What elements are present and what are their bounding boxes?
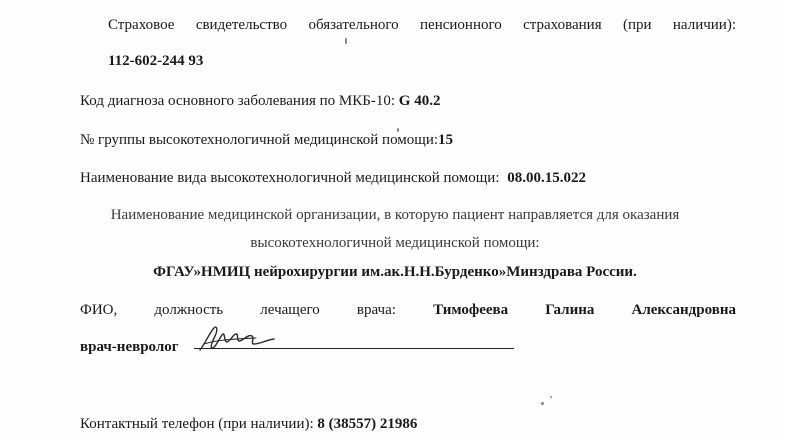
diagnosis-row [80, 92, 440, 110]
contact-row [80, 415, 417, 433]
doctor-name-word: Галина [545, 302, 595, 318]
htmc-type-label: Наименование вида высокотехнологичной медицинской помощи: [80, 170, 504, 186]
snils-label-word: Страховое [108, 17, 175, 33]
snils-label-word: обязательного [308, 17, 399, 33]
contact-label: Контактный телефон (при наличии): [80, 416, 318, 432]
diagnosis-code: G 40.2 [398, 93, 441, 109]
doctor-label-word: ФИО, [80, 302, 118, 318]
snils-label [108, 16, 736, 34]
snils-label-word: (при [622, 17, 652, 33]
snils-label-word: страхования [523, 17, 602, 33]
diagnosis-label: Код диагноза основного заболевания по МКБ-10: [80, 93, 399, 109]
doctor-name-word: Александровна [631, 302, 736, 318]
htmc-type-value: 08.00.15.022 [507, 170, 586, 186]
doctor-name-word: Тимофеева [433, 302, 509, 318]
organization-value: ФГАУ»НМИЦ нейрохирургии им.ак.Н.Н.Бурденко»Минздрава России. [153, 264, 637, 280]
organization-label-line2: высокотехнологичной медицинской помощи: [250, 235, 540, 251]
snils-label-word: пенсионного [420, 17, 502, 33]
scan-speck [397, 128, 399, 132]
htmc-group-value: 15 [438, 132, 454, 148]
doctor-label-word: лечащего [260, 302, 320, 318]
organization-label-line1: Наименование медицинской организации, в которую пациент направляется для оказания [110, 207, 680, 223]
snils-value: 112-602-244 93 [108, 53, 204, 69]
doctor-label-word: врача: [356, 302, 396, 318]
doctor-label-word: должность [154, 302, 224, 318]
scan-speck [541, 402, 544, 405]
signature-icon [196, 322, 276, 356]
doctor-row [80, 301, 736, 319]
htmc-type-row [80, 169, 586, 187]
contact-value: 8 (38557) 21986 [317, 416, 418, 432]
snils-label-word: свидетельство [195, 17, 288, 33]
htmc-group-row [80, 131, 453, 149]
htmc-group-label: № группы высокотехнологичной медицинской помощи: [80, 132, 439, 148]
scan-speck [550, 396, 552, 398]
snils-label-word: наличии): [672, 17, 736, 33]
doctor-position: врач-невролог [80, 339, 179, 355]
scan-speck [345, 38, 347, 44]
